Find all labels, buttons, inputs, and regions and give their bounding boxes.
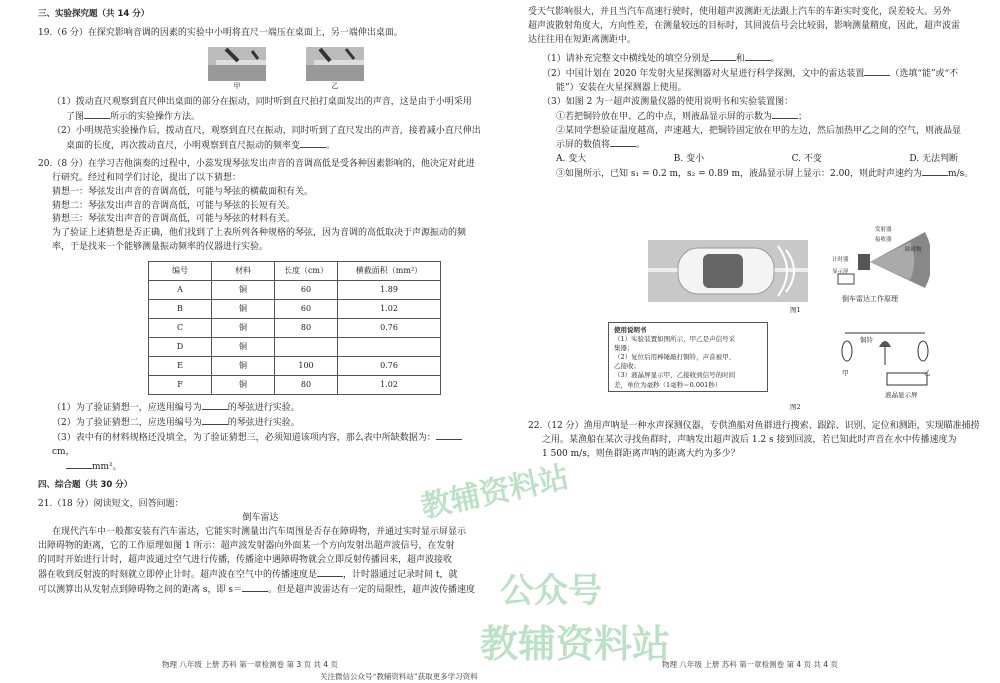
radar-label-receiver: 接收器 — [875, 237, 892, 243]
q19-figures — [208, 47, 483, 92]
answer-blank — [66, 460, 92, 469]
table-header: 编号 — [149, 262, 212, 281]
answer-blank — [745, 52, 771, 61]
radar-label-obstacle: 障碍物 — [905, 247, 922, 253]
q21-choices — [528, 153, 978, 167]
q21-text-2: 出障碍物的距离，它的工作原理如图 1 所示：超声波发射器向外面某一个方向发射出超声波信号，在发射 — [38, 540, 455, 551]
bell-apparatus-diagram — [835, 325, 935, 395]
manual-line: （3）液晶屏显示甲、乙接收到信号的时间 — [614, 371, 736, 380]
q20-p1: （1）为了验证猜想一，应选用编号为 的琴弦进行实验。 — [52, 403, 300, 414]
q22-line2: 之用。某渔船在某次寻找鱼群时，声呐发出超声波后 1.2 s 接到回波，若已知此时声音在水中传播速度为 — [542, 434, 957, 445]
manual-line: 集器； — [614, 344, 634, 353]
table-header: 长度（cm） — [275, 262, 338, 281]
q21-p2: （2）中国计划在 2020 年发射火星探测器对火星进行科学探测，文中的雷达装置 （选填“能”或“不 — [542, 68, 959, 79]
q21-p3: （3）如图 2 为一超声波测量仪器的使用说明书和实验装置图： — [542, 96, 794, 107]
q21-p3c: ③如图所示，已知 s₁ = 0.2 m，s₂ = 0.89 m，液晶显示屏上显示：2.00，则此时声速约为 m/s。 — [556, 169, 974, 180]
answer-blank — [202, 416, 228, 425]
q20-guess2: 猜想二：琴弦发出声音的音调高低，可能与琴弦的长短有关。 — [52, 200, 296, 211]
choice-d: D. 无法判断 — [909, 154, 958, 165]
answer-blank — [317, 568, 343, 577]
q21-p3a: ①若把铜铃放在甲、乙的中点，则液晶显示屏的示数为 ； — [556, 111, 808, 122]
answer-blank — [610, 138, 636, 147]
answer-blank — [864, 67, 890, 76]
q20-guess3: 猜想三：琴弦发出声音的音调高低，可能与琴弦的材料有关。 — [52, 214, 296, 225]
q20-p3: （3）表中有的材料规格还没填全，为了验证猜想三，必须知道该项内容，那么表中所缺数据为：cm， — [38, 431, 483, 460]
table-row: B 铜 60 1.02 — [149, 300, 441, 319]
answer-blank — [772, 110, 798, 119]
q20-setup1: 为了验证上述猜想是否正确，他们找到了上表所列各种规格的琴弦，因为音调的高低取决于声源振动的频 — [52, 228, 467, 239]
q19-p2b: 桌面的长度，再次拨动直尺，小明观察到直尺振动的频率变 。 — [66, 140, 336, 151]
string-spec-table — [148, 261, 441, 395]
table-header: 材料 — [212, 262, 275, 281]
q20-stem: 20.（8 分）在学习吉他演奏的过程中，小蕊发现琴弦发出声音的音调高低是受各种因素影响的，他决定对此进 — [38, 158, 475, 169]
q19-p1: （1）拨动直尺观察到直尺伸出桌面的部分在振动，同时听到直尺拍打桌面发出的声音，这是由于小明采用 — [52, 96, 472, 107]
q21-p2b: 能”）安装在火星探测器上使用。 — [556, 82, 687, 93]
answer-blank — [922, 167, 948, 176]
fig1-label: 图1 — [790, 306, 801, 314]
q20-guess1: 猜想一：琴弦发出声音的音调高低，可能与琴弦的横截面积有关。 — [52, 186, 314, 197]
fig2-label: 图2 — [790, 403, 801, 411]
parking-car-illustration — [648, 240, 808, 302]
q22-line1: 22.（12 分）渔用声呐是一种水声探测仪器，专供渔船对鱼群进行搜索、跟踪、识别、定位和测距，实现瞄准捕捞 — [528, 421, 980, 431]
q19-fig-a-label: 甲 — [233, 82, 241, 91]
radar-label-timer: 计时器 — [832, 257, 849, 263]
table-row: E 铜 100 0.76 — [149, 357, 441, 376]
table-header: 横截面积（mm²） — [338, 262, 441, 281]
q20-setup2: 率，于是找来一个能够测量振动频率的仪器进行实验。 — [52, 242, 269, 253]
radar-caption: 倒车雷达工作原理 — [842, 295, 898, 303]
q21-text-3: 的同时开始进行计时，超声波通过空气进行传播，传播途中遇障碍物就会立即反射传播回来，超声波接收 — [38, 554, 453, 565]
q21-p3b2: 示屏的数值将 。 — [556, 140, 646, 151]
q19-p1b: 了图 所示的实验操作方法。 — [66, 111, 201, 122]
q19-stem: 19.（6 分）在探究影响音调的因素的实验中小明将直尺一端压在桌面上，另一端伸出桌面。 — [38, 28, 403, 39]
q21-cont-2: 超声波散射角度大，方向性差，在测量较远的目标时，其回波信号会比较弱，影响测量精度，因此，超声波雷 — [528, 20, 961, 31]
table-row: D 铜 — [149, 338, 441, 357]
instruction-manual — [608, 322, 768, 392]
answer-blank — [300, 139, 326, 148]
table-row: A 铜 60 1.89 — [149, 281, 441, 300]
bottom-note: 关注微信公众号“教辅资料站”获取更多学习资料 — [320, 672, 478, 682]
q21-text-5: 可以测算出从发射点到障碍物之间的距离 s，即 s＝ 。但是超声波雷达有一定的局限性，超声波传播速度 — [38, 584, 475, 595]
table-row: F 铜 80 1.02 — [149, 376, 441, 395]
q21-p3b: ②某同学想验证温度越高，声速越大，把铜铃固定放在甲的左边，然后加热甲乙之间的空气，则液晶显 — [556, 125, 962, 136]
q21-cont-3: 达往往用在短距离测距中。 — [528, 34, 637, 45]
manual-line: 差，单位为毫秒（1毫秒＝0.001秒） — [614, 380, 722, 389]
table-header-row — [149, 262, 441, 281]
q19-figure-a — [208, 47, 266, 92]
q21-title: 倒车雷达 — [242, 513, 279, 524]
manual-line: （2）复位后用棒锤敲打铜铃，声音被甲、 — [614, 353, 736, 362]
jia-label: 甲 — [842, 369, 849, 377]
answer-blank — [436, 431, 462, 440]
q19-fig-b-label: 乙 — [331, 82, 339, 91]
section-4-title: 四、综合题（共 30 分） — [38, 479, 133, 490]
watermark-2: 公众号 — [500, 571, 602, 611]
ruler-figure-b — [306, 47, 364, 81]
right-page-footer: 物理 八年级 上册 苏科 第一章检测卷 第 4 页 共 4 页 — [662, 660, 838, 670]
q21-text-1: 在现代汽车中一般都安装有汽车雷达，它能实时测量出汽车周围是否存在障碍物，并通过实时显示屏显示 — [52, 527, 467, 537]
q20-stem2: 行研究。经过和同学们讨论，提出了以下猜想： — [52, 172, 242, 183]
left-page-footer: 物理 八年级 上册 苏科 第一章检测卷 第 3 页 共 4 页 — [162, 660, 338, 670]
watermark-3: 教辅资料站 — [480, 622, 671, 666]
choice-c: C. 不变 — [791, 154, 822, 165]
bell-label: 铜铃 — [860, 336, 873, 344]
q21-stem: 21.（18 分）阅读短文，回答问题： — [38, 499, 184, 510]
manual-line: （1）实验装置如图所示，甲乙是声信号采 — [614, 335, 736, 344]
q21-cont-1: 受天气影响很大，并且当汽车高速行驶时，使用超声波测距无法跟上汽车的车距实时变化，误差较大。另外 — [528, 7, 952, 17]
q19-p2: （2）小明规范实验操作后，拨动直尺，观察到直尺在振动，同时听到了直尺发出的声音，接着减小直尺伸出 — [52, 125, 481, 136]
q19-figure-b — [306, 47, 364, 92]
watermark-1: 教辅资料站 — [417, 459, 572, 526]
radar-label-display: 显示屏 — [832, 269, 849, 275]
q21-text-4: 器在收到反射波的时刻就立即停止计时。超声波在空气中的传播速度是 ，计时器通过记录时间 t，就 — [38, 569, 458, 580]
answer-blank — [84, 110, 110, 119]
yi-label: 乙 — [924, 369, 931, 377]
manual-title: 使用说明书 — [614, 326, 647, 334]
q22-block — [528, 420, 980, 462]
manual-line: 乙接收； — [614, 362, 640, 371]
answer-blank — [202, 401, 228, 410]
q20-p2: （2）为了验证猜想二，应选用编号为 的琴弦进行实验。 — [52, 418, 300, 429]
answer-blank — [710, 52, 736, 61]
lcd-label: 液晶显示屏 — [885, 391, 918, 399]
choice-a: A. 变大 — [556, 154, 587, 165]
section-3-title: 三、实验探究题（共 14 分） — [38, 9, 150, 19]
ruler-figure-a — [208, 47, 266, 81]
radar-label-transmitter: 发射器 — [875, 227, 892, 233]
q22-line3: 1 500 m/s，则鱼群距离声呐的距离大约为多少？ — [542, 448, 740, 459]
q21-p1: （1）请补充完整文中横线处的填空分别是 和 。 — [542, 53, 780, 64]
q20-p3b: mm²。 — [38, 460, 483, 475]
choice-b: B. 变小 — [673, 154, 705, 165]
answer-blank — [242, 583, 268, 592]
table-row: C 铜 80 0.76 — [149, 319, 441, 338]
